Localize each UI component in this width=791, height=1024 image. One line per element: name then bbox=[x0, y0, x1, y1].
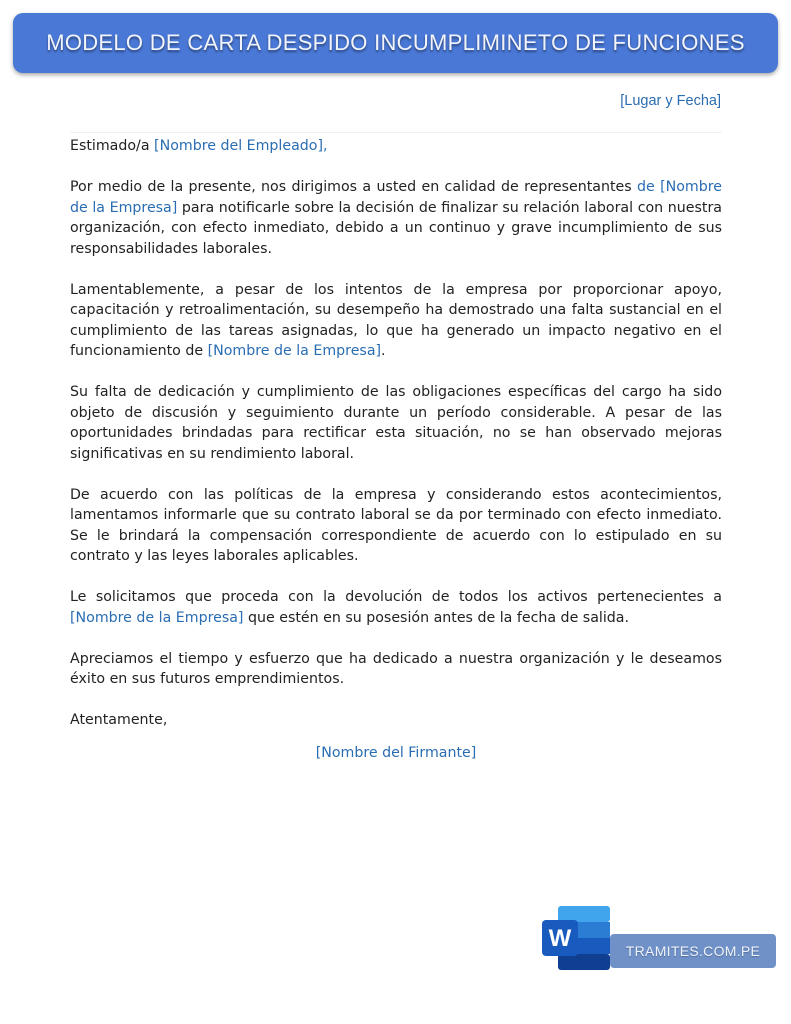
divider bbox=[70, 132, 722, 133]
company-name-placeholder: [Nombre de la Empresa] bbox=[70, 609, 244, 626]
watermark-label: TRAMITES.COM.PE bbox=[610, 934, 776, 968]
paragraph-1-text-b: para notificarle sobre la decisión de finalizar su relación laboral con nuestra organización, con efecto inmediato, debido a un continuo y grave incumplimiento de sus responsabilidades laborales. bbox=[70, 199, 722, 257]
paragraph-2 bbox=[70, 280, 722, 362]
paragraph-5 bbox=[70, 587, 722, 628]
paragraph-2-text-b: . bbox=[381, 343, 386, 359]
word-letter: W bbox=[548, 925, 572, 952]
employee-name-placeholder: [Nombre del Empleado], bbox=[154, 138, 328, 154]
word-logo-graphic bbox=[542, 906, 612, 972]
paragraph-2-text-a: Lamentablemente, a pesar de los intentos de la empresa por proporcionar apoyo, capacitación y retroalimentación, su desempeño ha demostrado una falta sustancial en el cumplimiento de las tareas asignadas, lo que ha generado un impacto negativo en el funcionamiento de bbox=[70, 281, 722, 359]
paragraph-1-text-a: Por medio de la presente, nos dirigimos a usted en calidad de representantes bbox=[70, 179, 637, 195]
letter-body bbox=[70, 136, 722, 751]
paragraph-4: De acuerdo con las políticas de la empresa y considerando estos acontecimientos, lamentamos informarle que su contrato laboral se da por terminado con efecto inmediato. Se le brindará la compensación correspondiente de acuerdo con lo estipulado en su contrato y las leyes laborales aplicables. bbox=[70, 486, 722, 564]
paragraph-3: Su falta de dedicación y cumplimiento de las obligaciones específicas del cargo ha sido objeto de discusión y seguimiento durante un período considerable. A pesar de las oportunidades brindadas para rectificar esta situación, no se han observado mejoras significativas en su rendimiento laboral. bbox=[70, 384, 722, 462]
paragraph-1 bbox=[70, 177, 722, 259]
paragraph-5-text-b: que estén en su posesión antes de la fecha de salida. bbox=[243, 609, 629, 626]
word-icon bbox=[542, 906, 612, 972]
document-title: MODELO DE CARTA DESPIDO INCUMPLIMINETO DE FUNCIONES bbox=[46, 30, 745, 55]
paragraph-6: Apreciamos el tiempo y esfuerzo que ha dedicado a nuestra organización y le deseamos éxito en sus futuros emprendimientos. bbox=[70, 650, 722, 687]
company-name-placeholder: [Nombre de la Empresa] bbox=[207, 343, 382, 359]
signer-name-placeholder: [Nombre del Firmante] bbox=[315, 745, 477, 761]
company-name-placeholder: de [Nombre de la Empresa] bbox=[70, 179, 722, 216]
title-banner bbox=[13, 13, 778, 73]
greeting bbox=[70, 136, 722, 157]
place-date-placeholder: [Lugar y Fecha] bbox=[620, 93, 721, 109]
greeting-text: Estimado/a bbox=[70, 138, 155, 154]
paragraph-5-text-a: Le solicitamos que proceda con la devolución de todos los activos pertenecientes a bbox=[70, 589, 722, 605]
closing: Atentamente, bbox=[70, 712, 168, 728]
